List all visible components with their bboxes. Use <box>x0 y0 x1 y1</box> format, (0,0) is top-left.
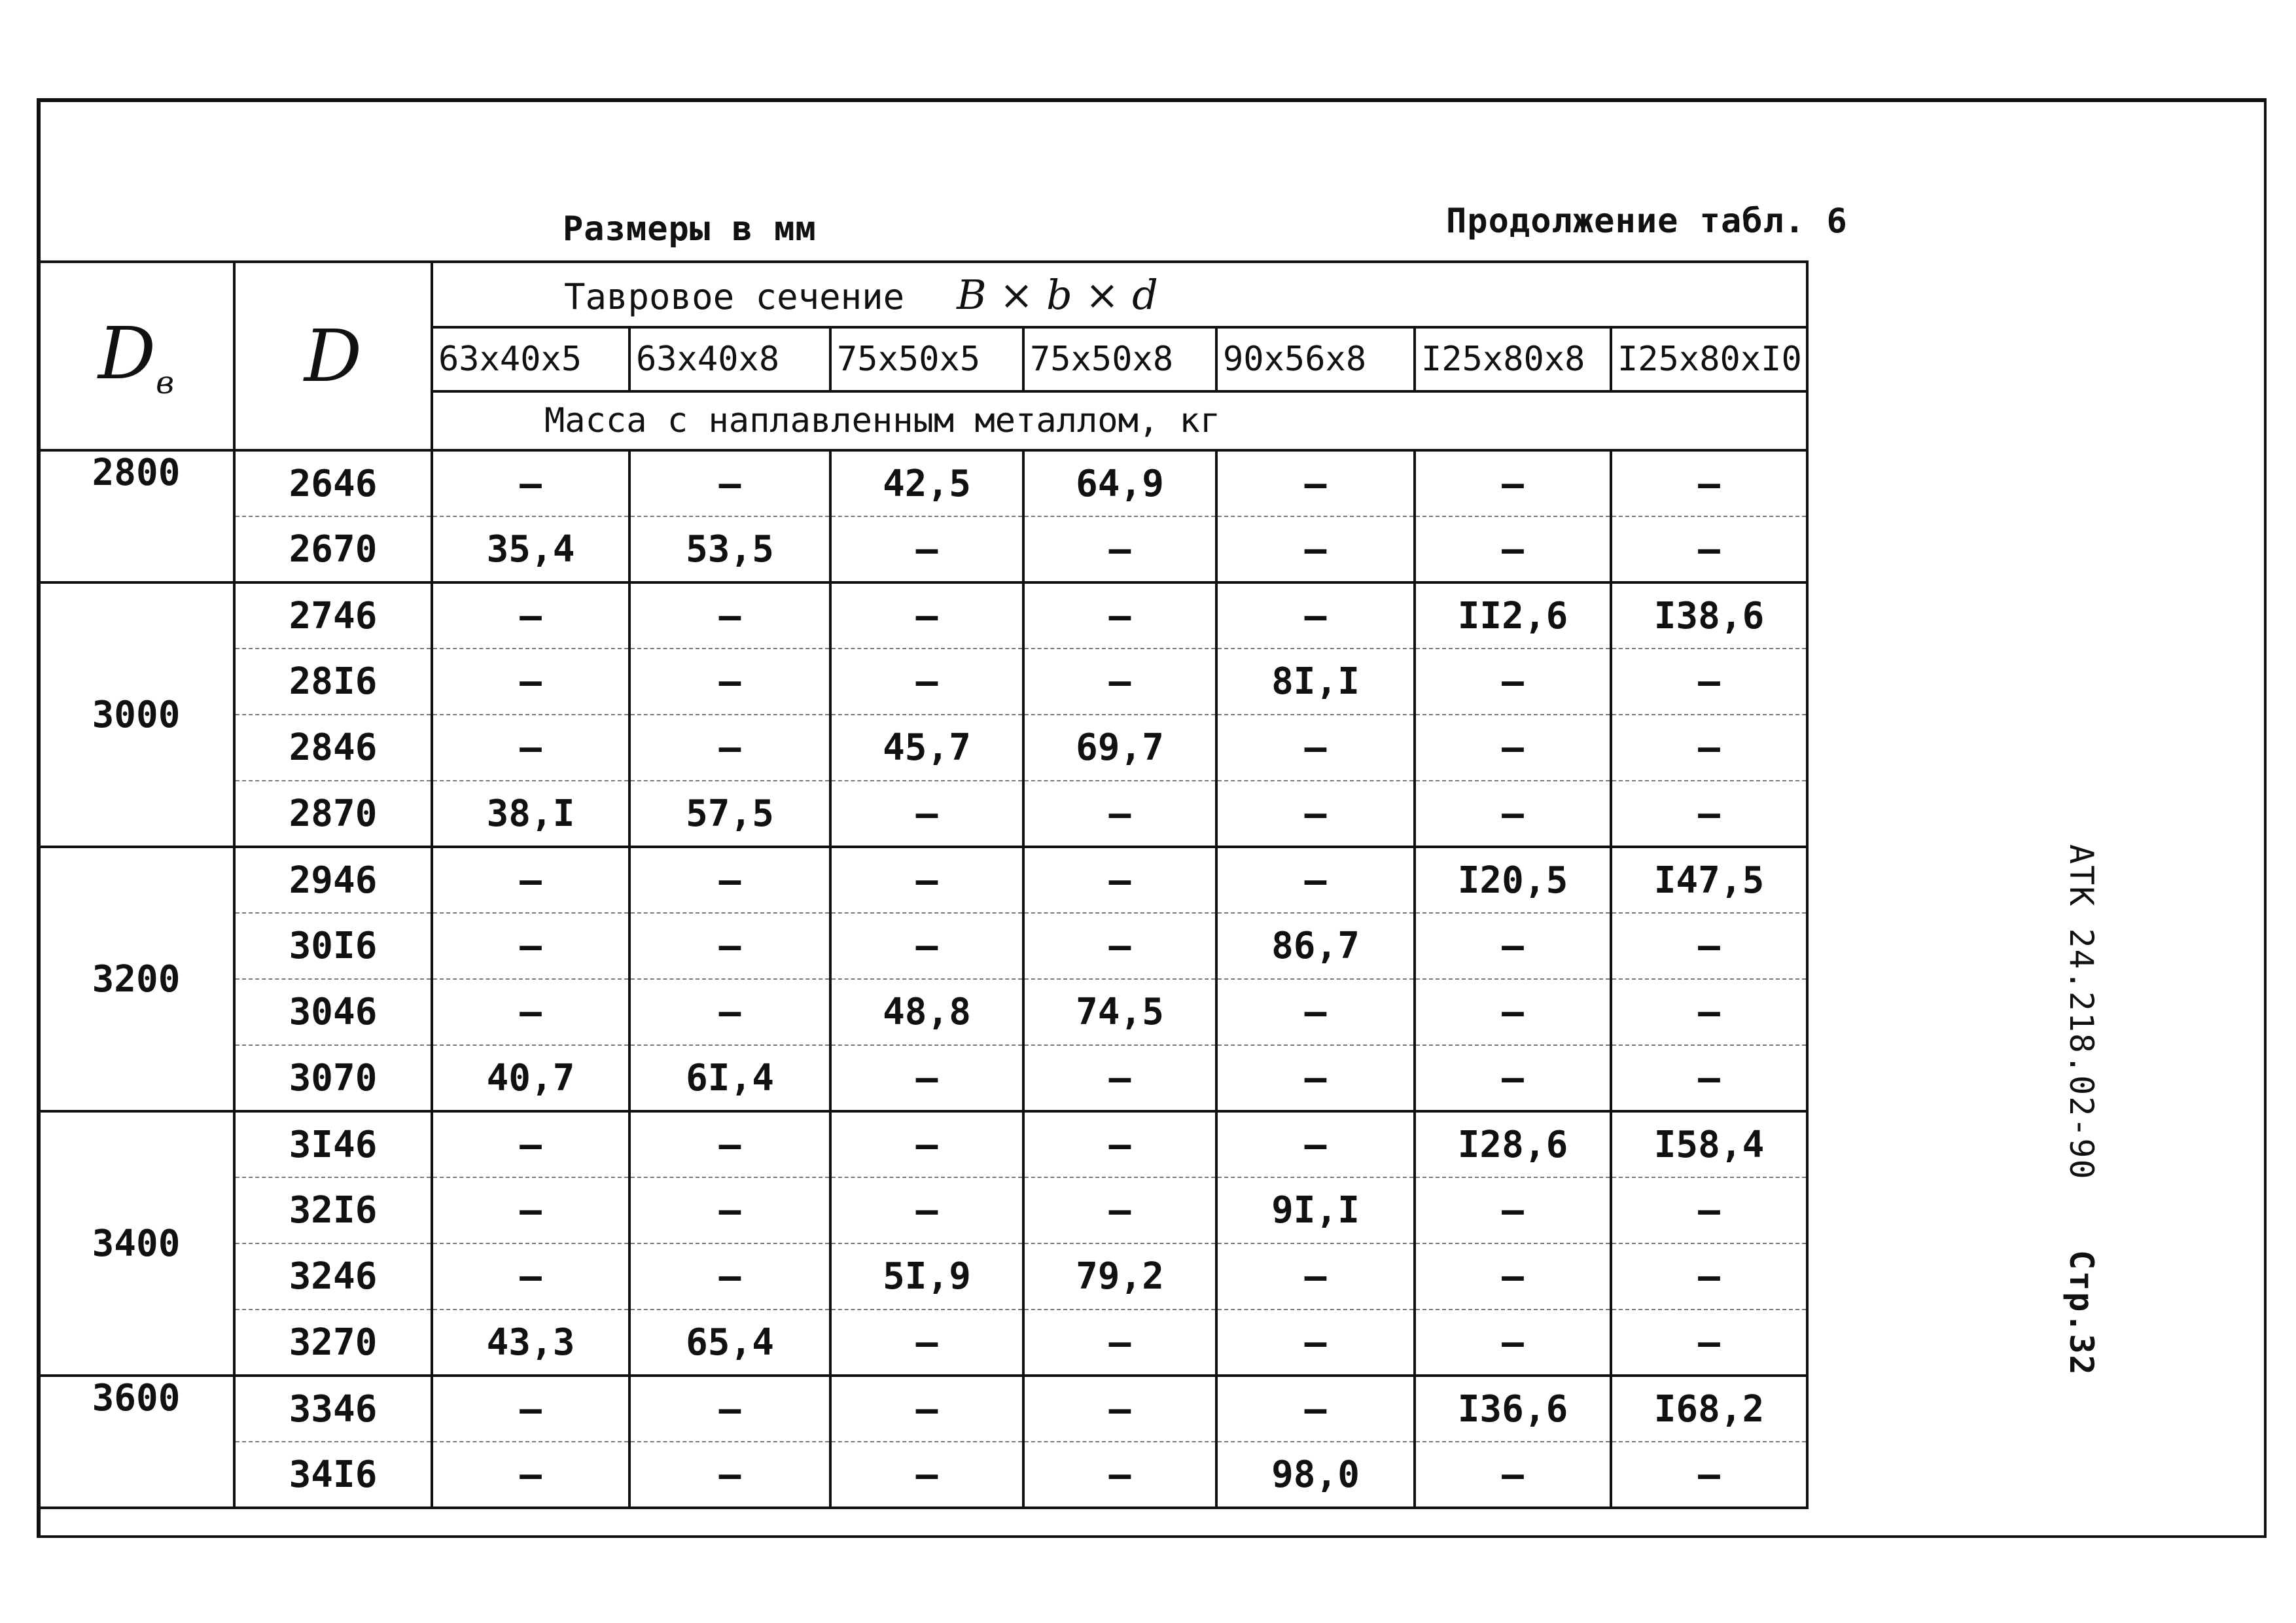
mass-value-cell: – <box>1415 516 1611 582</box>
mass-value-cell: – <box>629 1243 830 1310</box>
outer-diameter-cell: 3600 <box>38 1376 234 1508</box>
mass-value-cell: 48,8 <box>830 979 1023 1045</box>
mass-value-cell: 9I,I <box>1216 1177 1415 1243</box>
dimension-header: 75x50x5 <box>830 327 1023 391</box>
mass-value-cell: – <box>830 516 1023 582</box>
mass-value-cell: – <box>629 1177 830 1243</box>
table-row <box>38 913 1807 979</box>
table-row <box>38 1310 1807 1376</box>
dimension-header: 63x40x5 <box>432 327 629 391</box>
mass-value-cell: 79,2 <box>1023 1243 1216 1310</box>
mass-value-cell: – <box>432 979 629 1045</box>
outer-diameter-cell: 2800 <box>38 450 234 582</box>
mass-value-cell: – <box>830 913 1023 979</box>
mass-value-cell: – <box>1611 516 1807 582</box>
mass-value-cell: – <box>629 649 830 715</box>
diameter-cell: 30I6 <box>234 913 432 979</box>
mass-value-cell: – <box>830 1111 1023 1177</box>
diameter-cell: 3070 <box>234 1045 432 1111</box>
diameter-cell: 3246 <box>234 1243 432 1310</box>
mass-value-cell: 42,5 <box>830 450 1023 516</box>
mass-table <box>37 260 1809 1509</box>
mass-value-cell: I38,6 <box>1611 582 1807 649</box>
mass-value-cell: – <box>1415 913 1611 979</box>
mass-value-cell: 69,7 <box>1023 715 1216 781</box>
mass-value-cell: – <box>1023 781 1216 847</box>
table-row <box>38 516 1807 582</box>
mass-value-cell: 43,3 <box>432 1310 629 1376</box>
outer-diameter-cell: 3400 <box>38 1111 234 1376</box>
mass-value-cell: – <box>629 450 830 516</box>
mass-value-cell: – <box>1611 715 1807 781</box>
mass-value-cell: – <box>629 715 830 781</box>
mass-value-cell: – <box>1611 1177 1807 1243</box>
mass-value-cell: – <box>1216 715 1415 781</box>
header-diameter: D <box>234 262 432 450</box>
mass-value-cell: – <box>432 1243 629 1310</box>
dimension-header: 63x40x8 <box>629 327 830 391</box>
mass-value-cell: – <box>1023 913 1216 979</box>
table-row <box>38 1243 1807 1310</box>
mass-value-cell: I68,2 <box>1611 1376 1807 1442</box>
mass-value-cell: – <box>1216 1310 1415 1376</box>
table-row <box>38 847 1807 913</box>
diameter-cell: 3046 <box>234 979 432 1045</box>
mass-value-cell: – <box>432 913 629 979</box>
mass-value-cell: – <box>629 1376 830 1442</box>
mass-value-cell: – <box>1023 1045 1216 1111</box>
mass-value-cell: 57,5 <box>629 781 830 847</box>
mass-value-cell: 86,7 <box>1216 913 1415 979</box>
mass-value-cell: – <box>629 979 830 1045</box>
mass-value-cell: – <box>1216 450 1415 516</box>
table-row <box>38 450 1807 516</box>
dimension-header: 75x50x8 <box>1023 327 1216 391</box>
mass-value-cell: – <box>1216 1111 1415 1177</box>
mass-value-cell: – <box>1611 1310 1807 1376</box>
diameter-cell: 3346 <box>234 1376 432 1442</box>
mass-value-cell: I20,5 <box>1415 847 1611 913</box>
mass-value-cell: – <box>1611 1045 1807 1111</box>
mass-value-cell: – <box>830 582 1023 649</box>
mass-value-cell: 74,5 <box>1023 979 1216 1045</box>
mass-value-cell: – <box>1415 979 1611 1045</box>
dimension-header: I25x80xI0 <box>1611 327 1807 391</box>
mass-value-cell: 6I,4 <box>629 1045 830 1111</box>
diameter-cell: 2946 <box>234 847 432 913</box>
mass-value-cell: – <box>1023 1177 1216 1243</box>
mass-value-cell: – <box>629 847 830 913</box>
mass-value-cell: I28,6 <box>1415 1111 1611 1177</box>
page-number: Стр.32 <box>2062 1250 2100 1376</box>
mass-value-cell: – <box>830 1177 1023 1243</box>
mass-value-cell: – <box>432 847 629 913</box>
dimension-header: I25x80x8 <box>1415 327 1611 391</box>
mass-value-cell: – <box>432 450 629 516</box>
mass-value-cell: – <box>1023 516 1216 582</box>
mass-value-cell: – <box>1216 1243 1415 1310</box>
mass-value-cell: – <box>629 1442 830 1508</box>
mass-value-cell: – <box>830 649 1023 715</box>
outer-diameter-cell: 3200 <box>38 847 234 1111</box>
mass-value-cell: – <box>432 1442 629 1508</box>
mass-value-cell: I47,5 <box>1611 847 1807 913</box>
mass-value-cell: I36,6 <box>1415 1376 1611 1442</box>
mass-value-cell: II2,6 <box>1415 582 1611 649</box>
mass-value-cell: – <box>432 715 629 781</box>
mass-value-cell: – <box>1216 781 1415 847</box>
table-row <box>38 1442 1807 1508</box>
mass-value-cell: – <box>1415 781 1611 847</box>
mass-value-cell: 8I,I <box>1216 649 1415 715</box>
diameter-cell: 2746 <box>234 582 432 649</box>
mass-value-cell: – <box>1415 1045 1611 1111</box>
mass-value-cell: 65,4 <box>629 1310 830 1376</box>
mass-value-cell: – <box>1023 1111 1216 1177</box>
mass-value-cell: – <box>1611 1442 1807 1508</box>
mass-value-cell: – <box>1216 1045 1415 1111</box>
diameter-cell: 28I6 <box>234 649 432 715</box>
mass-value-cell: – <box>432 1376 629 1442</box>
table-row <box>38 979 1807 1045</box>
header-outer-diameter: $D_в$ <box>38 262 234 450</box>
diameter-cell: 2670 <box>234 516 432 582</box>
diameter-cell: 2846 <box>234 715 432 781</box>
mass-value-cell: – <box>629 582 830 649</box>
mass-value-cell: – <box>1415 649 1611 715</box>
mass-value-cell: – <box>830 1442 1023 1508</box>
mass-value-cell: – <box>830 1310 1023 1376</box>
diameter-cell: 2870 <box>234 781 432 847</box>
mass-value-cell: – <box>1216 1376 1415 1442</box>
outer-diameter-cell: 3000 <box>38 582 234 847</box>
mass-value-cell: 53,5 <box>629 516 830 582</box>
mass-value-cell: – <box>432 1177 629 1243</box>
mass-value-cell: – <box>1611 913 1807 979</box>
mass-value-cell: – <box>1611 979 1807 1045</box>
table-row <box>38 781 1807 847</box>
mass-value-cell: 35,4 <box>432 516 629 582</box>
units-note: Размеры в мм <box>563 209 817 249</box>
mass-value-cell: 45,7 <box>830 715 1023 781</box>
mass-value-cell: – <box>1415 1177 1611 1243</box>
mass-value-cell: 38,I <box>432 781 629 847</box>
mass-value-cell: 64,9 <box>1023 450 1216 516</box>
mass-value-cell: – <box>1415 715 1611 781</box>
mass-value-cell: – <box>830 1045 1023 1111</box>
mass-value-cell: – <box>1611 1243 1807 1310</box>
mass-value-cell: – <box>1216 582 1415 649</box>
mass-value-cell: – <box>1023 1310 1216 1376</box>
table-row <box>38 1111 1807 1177</box>
mass-value-cell: 98,0 <box>1216 1442 1415 1508</box>
mass-caption: Масса с наплавленным металлом, кг <box>432 391 1807 450</box>
mass-value-cell: – <box>629 913 830 979</box>
mass-value-cell: I58,4 <box>1611 1111 1807 1177</box>
diameter-cell: 3270 <box>234 1310 432 1376</box>
diameter-cell: 34I6 <box>234 1442 432 1508</box>
mass-value-cell: – <box>432 649 629 715</box>
mass-value-cell: – <box>1611 450 1807 516</box>
mass-value-cell: – <box>1415 450 1611 516</box>
mass-value-cell: – <box>1023 847 1216 913</box>
mass-value-cell: – <box>1415 1442 1611 1508</box>
mass-value-cell: – <box>432 1111 629 1177</box>
mass-value-cell: 40,7 <box>432 1045 629 1111</box>
mass-value-cell: – <box>1023 1442 1216 1508</box>
table-row <box>38 1177 1807 1243</box>
dimension-header: 90x56x8 <box>1216 327 1415 391</box>
mass-value-cell: – <box>1023 582 1216 649</box>
mass-value-cell: – <box>1216 847 1415 913</box>
table-row <box>38 582 1807 649</box>
mass-value-cell: – <box>1216 516 1415 582</box>
mass-value-cell: – <box>629 1111 830 1177</box>
mass-value-cell: – <box>1415 1310 1611 1376</box>
diameter-cell: 32I6 <box>234 1177 432 1243</box>
table-continuation-note: Продолжение табл. 6 <box>1446 202 1848 241</box>
mass-value-cell: – <box>830 847 1023 913</box>
mass-value-cell: – <box>1415 1243 1611 1310</box>
mass-value-cell: – <box>1611 649 1807 715</box>
mass-value-cell: – <box>830 781 1023 847</box>
table-row <box>38 649 1807 715</box>
table-row <box>38 1376 1807 1442</box>
mass-value-cell: – <box>432 582 629 649</box>
diameter-cell: 3I46 <box>234 1111 432 1177</box>
table-row <box>38 1045 1807 1111</box>
mass-value-cell: 5I,9 <box>830 1243 1023 1310</box>
mass-value-cell: – <box>1023 1376 1216 1442</box>
table-row <box>38 715 1807 781</box>
document-code: АТК 24.218.02-90 <box>2062 844 2100 1181</box>
diameter-cell: 2646 <box>234 450 432 516</box>
mass-value-cell: – <box>1611 781 1807 847</box>
mass-value-cell: – <box>1216 979 1415 1045</box>
mass-value-cell: – <box>1023 649 1216 715</box>
mass-value-cell: – <box>830 1376 1023 1442</box>
section-title: Тавровое сечение B × b × d <box>432 262 1807 327</box>
